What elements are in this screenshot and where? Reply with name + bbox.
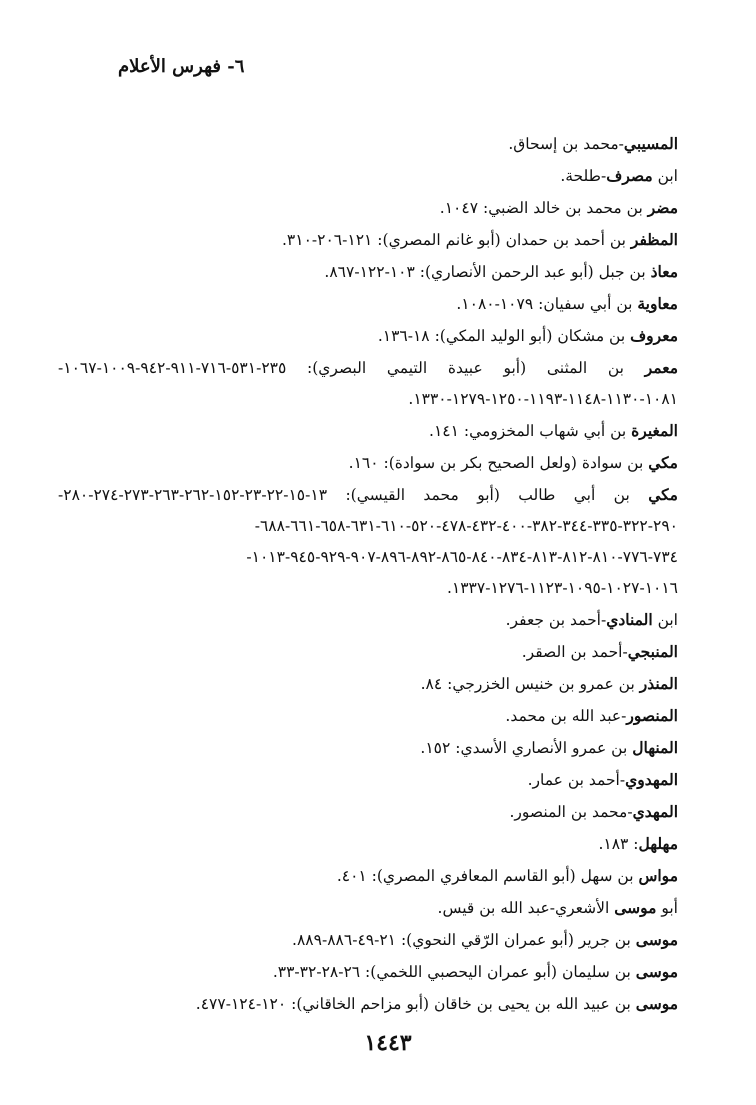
entry-rest: بن أبي طالب (أبو محمد القيسي): ١٣-١٥-٢٢-٢٣-١٥٢-٢٦٢-٢٦٣-٢٧٣-٢٧٤-٢٨٠- [58, 486, 649, 504]
entry-head: موسى [614, 898, 657, 917]
entry-first-line [58, 352, 678, 384]
index-entry [58, 160, 678, 192]
entry-continuation-line: ١٠١٦-١٠٢٧-١٠٩٥-١١٢٣-١٢٧٦-١٣٣٧. [446, 579, 678, 597]
entry-rest: بن سوادة (ولعل الصحيح بكر بن سوادة): ١٦٠. [348, 454, 649, 472]
entry-rest: -أحمد بن عمار. [527, 771, 626, 789]
index-entry [58, 956, 678, 988]
running-head: ٦- فهرس الأعلام [118, 56, 245, 77]
index-entry [58, 604, 678, 636]
entry-rest: : ١٨٣. [598, 835, 639, 853]
index-entry [58, 636, 678, 668]
entry-continuation-line: ٧٣٤-٧٧٦-٨١٠-٨١٢-٨١٣-٨٣٤-٨٤٠-٨٦٥-٨٩٢-٨٩٦-٩٠٧-٩٢٩-٩٤٥-١٠١٣- [246, 548, 678, 566]
entry-rest: بن سهل (أبو القاسم المعافري المصري): ٤٠١. [336, 867, 639, 885]
entry-continuation-line: ٢٩٠-٣٢٢-٣٣٥-٣٤٤-٣٨٢-٤٠٠-٤٣٢-٤٧٨-٥٢٠-٦١٠-٦٣١-٦٥٨-٦٦١-٦٨٨- [254, 517, 678, 535]
entry-head: المنذر [639, 674, 678, 693]
index-entry [58, 892, 678, 924]
page-number: ١٤٤٣ [364, 1030, 412, 1056]
index-entry [58, 732, 678, 764]
entry-rest: بن عمرو بن خنيس الخزرجي: ٨٤. [420, 675, 640, 693]
entry-rest: بن مشكان (أبو الوليد المكي): ١٨-١٣٦. [377, 327, 631, 345]
entry-head: مصرف [606, 166, 653, 185]
entry-rest: -عبد الله بن محمد. [505, 707, 627, 725]
entry-rest: -محمد بن إسحاق. [508, 135, 624, 153]
entry-head: موسى [635, 994, 678, 1013]
entry-head: المنبجي [627, 642, 678, 661]
index-entry [58, 224, 678, 256]
index-entry [58, 128, 678, 160]
entry-rest: الأشعري-عبد الله بن قيس. [437, 899, 615, 917]
entry-rest: بن أبي شهاب المخزومي: ١٤١. [429, 422, 632, 440]
entry-head: المهدي [632, 802, 678, 821]
index-entry [58, 764, 678, 796]
entry-head: المنهال [632, 738, 678, 757]
entry-prefix: ابن [652, 611, 678, 629]
entry-rest: بن عبيد الله بن يحيى بن خاقان (أبو مزاحم الخاقاني): ١٢٠-١٢٤-٤٧٧. [195, 995, 636, 1013]
entry-head: موسى [635, 962, 678, 981]
index-entry [58, 288, 678, 320]
entry-head: المنادي [606, 610, 653, 629]
index-entry [58, 860, 678, 892]
index-entries-list [58, 128, 678, 1020]
entry-rest: -محمد بن المنصور. [509, 803, 633, 821]
entry-rest: -طلحة. [560, 167, 607, 185]
index-entry [58, 828, 678, 860]
entry-rest: بن محمد بن خالد الضبي: ١٠٤٧. [439, 199, 648, 217]
entry-rest: بن جرير (أبو عمران الرّقي النحوي): ٢١-٤٩-٨٨٦-٨٨٩. [292, 931, 636, 949]
index-entry [58, 924, 678, 956]
entry-head: المظفر [630, 230, 678, 249]
entry-prefix: ابن [652, 167, 678, 185]
entry-head: معاذ [650, 262, 678, 281]
index-entry [58, 447, 678, 479]
entry-head: مهلهل [638, 834, 678, 853]
entry-head: موسى [635, 930, 678, 949]
index-entry [58, 988, 678, 1020]
index-entry [58, 320, 678, 352]
entry-rest: -أحمد بن الصقر. [521, 643, 628, 661]
entry-head: مضر [647, 198, 678, 217]
entry-continuation-line: ١٠٨١-١١٣٠-١١٤٨-١١٩٣-١٢٥٠-١٢٧٩-١٣٣٠. [408, 390, 678, 408]
entry-head: المغيرة [631, 421, 678, 440]
entry-rest: -أحمد بن جعفر. [505, 611, 607, 629]
entry-head: مواس [638, 866, 678, 885]
index-entry [58, 415, 678, 447]
index-entry [58, 796, 678, 828]
entry-rest: بن أحمد بن حمدان (أبو غانم المصري): ١٢١-٢٠٦-٣١٠. [281, 231, 631, 249]
entry-head: معمر [644, 358, 678, 377]
entry-rest: بن المثنى (أبو عبيدة التيمي البصري): ٢٣٥-٥٣١-٧١٦-٩١١-٩٤٢-١٠٠٩-١٠٦٧- [58, 359, 645, 377]
entry-head: مكي [648, 453, 678, 472]
index-entry [58, 479, 678, 604]
entry-rest: بن أبي سفيان: ١٠٧٩-١٠٨٠. [456, 295, 638, 313]
index-entry [58, 192, 678, 224]
entry-head: معروف [630, 326, 678, 345]
entry-head: المنصور [626, 706, 678, 725]
entry-prefix: أبو [656, 899, 678, 917]
entry-head: المسيبي [623, 134, 678, 153]
index-entry [58, 256, 678, 288]
index-entry [58, 668, 678, 700]
entry-head: المهدوي [625, 770, 678, 789]
index-entry [58, 700, 678, 732]
entry-head: معاوية [637, 294, 678, 313]
index-entry [58, 352, 678, 415]
entry-rest: بن عمرو الأنصاري الأسدي: ١٥٢. [420, 739, 633, 757]
entry-first-line [58, 479, 678, 511]
entry-rest: بن سليمان (أبو عمران اليحصبي اللخمي): ٢٦-٢٨-٣٢-٣٣. [272, 963, 636, 981]
entry-head: مكي [648, 485, 678, 504]
entry-rest: بن جبل (أبو عبد الرحمن الأنصاري): ١٠٣-١٢٢-٨٦٧. [324, 263, 651, 281]
